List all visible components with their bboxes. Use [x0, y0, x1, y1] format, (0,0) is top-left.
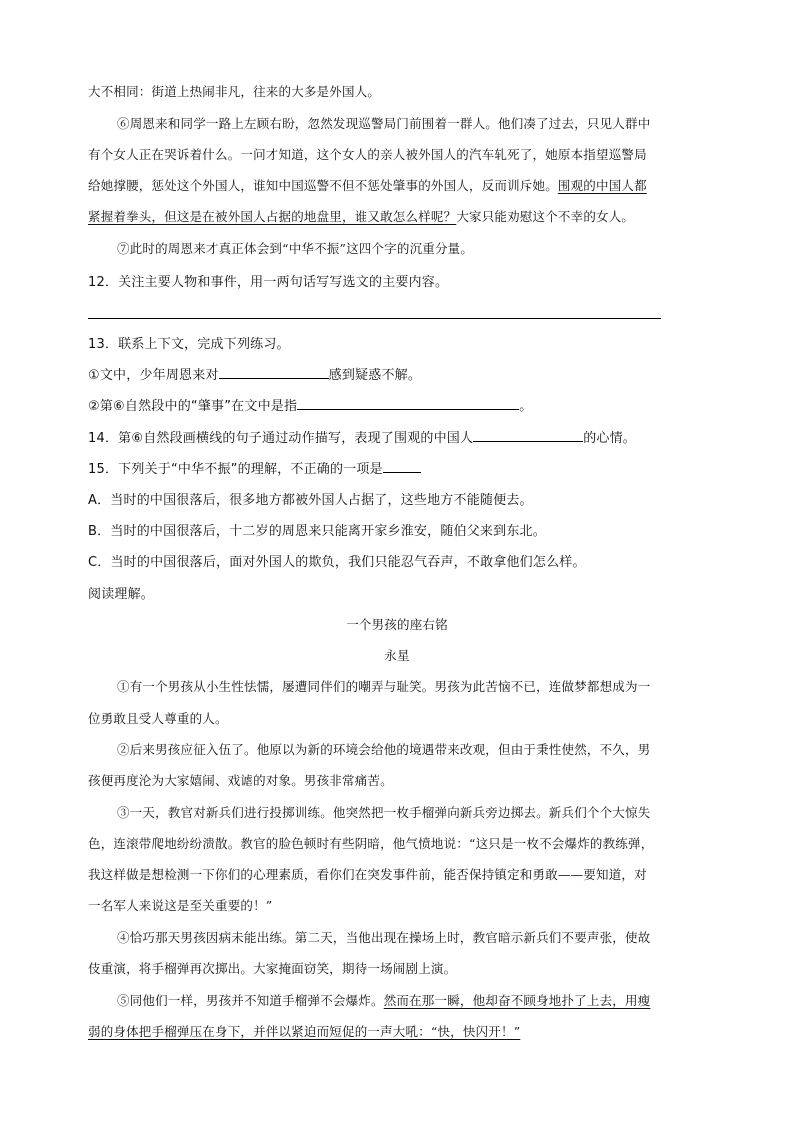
question-text: 感到疑惑不解。 — [328, 368, 422, 383]
reading-heading: 阅读理解。 — [88, 587, 155, 602]
paragraph-3-line: 我这样做是想检测一下你们的心理素质，看你们在突发事件前，能否保持镇定和勇敢——要知道，对 — [88, 867, 647, 882]
paragraph-3-line: ③一天，教官对新兵们进行投掷训练。他突然把一枚手榴弹向新兵旁边掷去。新兵们个个大惊失 — [117, 805, 651, 820]
question-15 — [88, 458, 421, 477]
question-13-2 — [88, 395, 532, 414]
option-c: C．当时的中国很落后，面对外国人的欺负，我们只能忍气吞声，不敢拿他们怎么样。 — [88, 555, 586, 570]
question-14 — [88, 427, 636, 446]
paragraph-2-line: ②后来男孩应征入伍了。他原以为新的环境会给他的境遇带来改观，但由于秉性使然，不久，男 — [117, 742, 651, 757]
option-a: A．当时的中国很落后，很多地方都被外国人占据了，这些地方不能随便去。 — [88, 493, 533, 508]
paragraph-5-line — [88, 1022, 520, 1040]
paragraph-6-line: ⑥周恩来和同学一路上左顾右盼，忽然发现巡警局门前围着一群人。他们凑了过去，只见人群中 — [117, 116, 651, 131]
passage-line: 大不相同：街道上热闹非凡，往来的大多是外国人。 — [88, 84, 381, 99]
paragraph-5-text: ⑤同他们一样，男孩并不知道手榴弹不会爆炸。 — [117, 993, 384, 1008]
paragraph-5-line — [117, 991, 650, 1009]
paragraph-1-line: ①有一个男孩从小生性怯懦，屡遭同伴们的嘲弄与耻笑。男孩为此苦恼不已，连做梦都想成为一 — [117, 679, 651, 694]
answer-blank-15[interactable] — [383, 460, 421, 473]
paragraph-6-line — [88, 207, 634, 225]
question-13: 13．联系上下文，完成下列练习。 — [88, 337, 290, 352]
article-title: 一个男孩的座右铭 — [346, 617, 448, 632]
underlined-sentence: 围观的中国人都 — [557, 178, 647, 193]
question-text: ②第⑥自然段中的“肇事”在文中是指 — [88, 399, 298, 414]
paragraph-6-line — [88, 176, 647, 194]
question-text: ①文中，少年周恩来对 — [88, 368, 219, 383]
question-12: 12．关注主要人物和事件，用一两句话写写选文的主要内容。 — [88, 275, 449, 290]
paragraph-3-line: 色，连滚带爬地纷纷溃散。教官的脸色顿时有些阴暗，他气愤地说：“这只是一枚不会爆炸的教练弹， — [88, 836, 654, 851]
paragraph-3-line: 一名军人来说这是至关重要的！” — [88, 898, 273, 913]
option-b: B．当时的中国很落后，十二岁的周恩来只能离开家乡淮安，随伯父来到东北。 — [88, 524, 546, 539]
answer-blank-13-1[interactable] — [219, 366, 329, 379]
paragraph-6-line: 有个女人正在哭诉着什么。一问才知道，这个女人的亲人被外国人的汽车轧死了，她原本指望巡警局 — [88, 147, 647, 162]
paragraph-4-line: ④恰巧那天男孩因病未能出练。第二天，当他出现在操场上时，教官暗示新兵们不要声张，使故 — [117, 930, 651, 945]
answer-blank-14[interactable] — [473, 429, 583, 442]
paragraph-7: ⑦此时的周恩来才真正体会到“中华不振”这四个字的沉重分量。 — [117, 241, 474, 256]
underlined-sentence: 弱的身体把手榴弹压在身下，并伴以紧迫而短促的一声大吼：“快，快闪开！” — [88, 1024, 521, 1039]
answer-blank-13-2[interactable] — [297, 397, 519, 410]
paragraph-6-text: 大家只能劝慰这个不幸的女人。 — [456, 209, 635, 224]
underlined-sentence: 然而在那一瞬，他却奋不顾身地扑了上去，用瘦 — [383, 993, 651, 1008]
paragraph-4-line: 伎重演，将手榴弹再次掷出。大家掩面窃笑，期待一场闹剧上演。 — [88, 961, 457, 976]
paragraph-1-line: 位勇敢且受人尊重的人。 — [88, 711, 228, 726]
question-text: 。 — [519, 399, 533, 414]
article-author: 永星 — [384, 648, 410, 663]
paragraph-2-line: 孩便再度沦为大家嬉闹、戏谑的对象。男孩非常痛苦。 — [88, 773, 393, 788]
question-text: 15．下列关于“中华不振”的理解，不正确的一项是 — [88, 462, 383, 477]
question-13-1 — [88, 364, 421, 383]
question-text: 的心情。 — [583, 431, 637, 446]
answer-line-12[interactable] — [88, 318, 661, 319]
paragraph-6-text: 给她撑腰，惩处这个外国人，谁知中国巡警不但不惩处肇事的外国人，反而训斥她。 — [88, 178, 558, 193]
underlined-sentence: 紧握着拳头，但这是在被外国人占据的地盘里，谁又敢怎么样呢？ — [88, 209, 457, 224]
question-text: 14．第⑥自然段画横线的句子通过动作描写，表现了围观的中国人 — [88, 431, 474, 446]
